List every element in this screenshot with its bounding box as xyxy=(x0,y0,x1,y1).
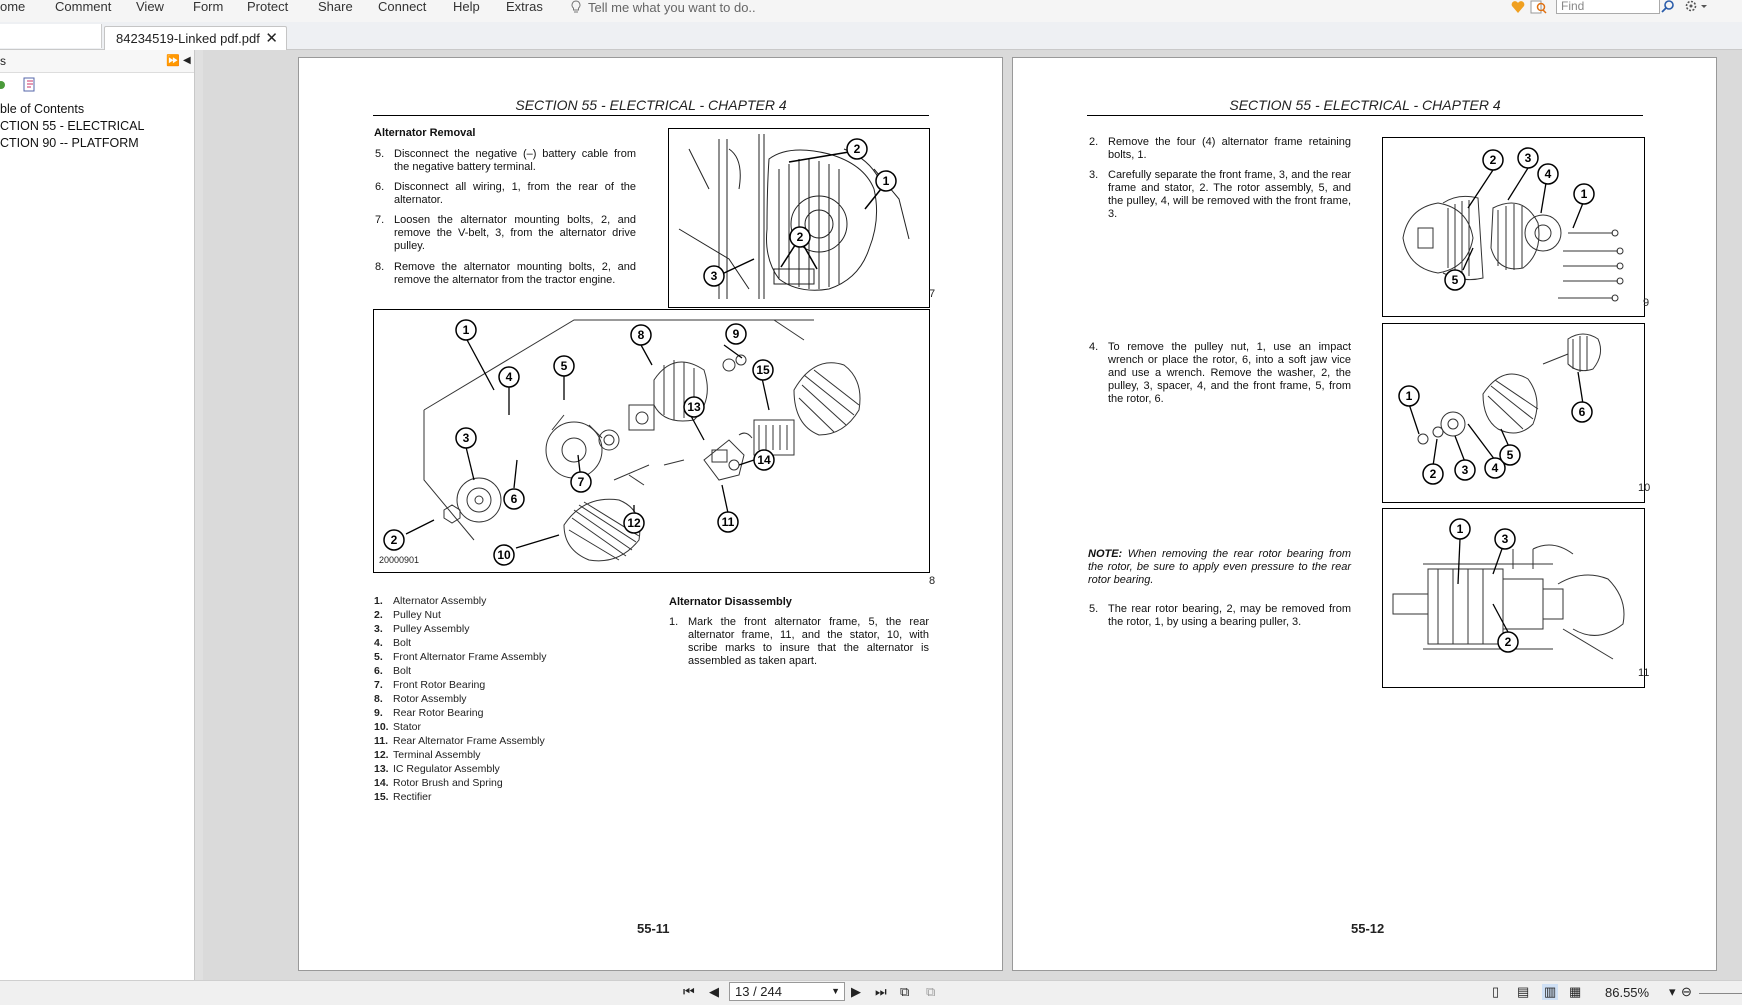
removal-heading: Alternator Removal xyxy=(374,127,476,139)
svg-text:4: 4 xyxy=(505,370,513,384)
svg-text:3: 3 xyxy=(1461,463,1469,477)
step-number: 3. xyxy=(1089,169,1099,181)
legend-item xyxy=(374,693,467,705)
bookmark-section-55[interactable]: CTION 55 - ELECTRICAL xyxy=(0,119,145,133)
svg-text:2: 2 xyxy=(390,533,398,547)
zoom-dropdown-icon[interactable]: ▾ xyxy=(1669,984,1676,999)
find-input[interactable] xyxy=(1556,0,1660,14)
menu-view[interactable]: View xyxy=(136,0,164,14)
step-number: 5. xyxy=(375,148,385,160)
legend-item xyxy=(374,791,432,803)
legend-text: Pulley Assembly xyxy=(393,623,470,635)
menu-share[interactable]: Share xyxy=(318,0,353,14)
heart-icon[interactable] xyxy=(1510,0,1526,14)
legend-item xyxy=(374,623,469,635)
bearing-puller-illustration xyxy=(1383,509,1644,687)
tell-me-box[interactable] xyxy=(570,0,756,15)
svg-text:2: 2 xyxy=(796,230,804,244)
legend-number: 13. xyxy=(374,763,389,775)
legend-number: 10. xyxy=(374,721,389,733)
status-bar xyxy=(0,980,1742,1005)
section-header: SECTION 55 - ELECTRICAL - CHAPTER 4 xyxy=(1087,97,1643,116)
gear-icon[interactable] xyxy=(1684,0,1708,14)
step-text: Disconnect all wiring, 1, from the rear of the alternator. xyxy=(394,181,636,206)
step xyxy=(669,616,929,668)
exploded-view-illustration xyxy=(374,310,929,572)
legend-number: 9. xyxy=(374,707,383,719)
expand-panel-icon[interactable]: ⏩ xyxy=(166,55,180,67)
step-text: To remove the pulley nut, 1, use an impact wrench or place the rotor, 6, into a soft jaw vice and use a wrench. Remove the washer, 2, the pulley, 3, spacer, 4, and the front frame, 5, from the rotor, 6. xyxy=(1108,341,1351,405)
step-number: 1. xyxy=(669,616,679,628)
svg-text:3: 3 xyxy=(1501,532,1509,546)
legend-text: IC Regulator Assembly xyxy=(393,763,500,775)
legend-text: Bolt xyxy=(393,665,412,677)
legend-number: 5. xyxy=(374,651,383,663)
menu-help[interactable]: Help xyxy=(453,0,480,14)
step-text: Disconnect the negative (–) battery cable from the negative battery terminal. xyxy=(394,148,636,173)
zoom-slider[interactable] xyxy=(1699,993,1742,994)
bookmarks-header xyxy=(0,50,194,73)
svg-text:4: 4 xyxy=(1491,461,1499,475)
step-text: Carefully separate the front frame, 3, and the rear frame and stator, 2. The rotor assembly, 5, and the pulley, 4, will be removed with the front frame, 3. xyxy=(1108,169,1351,220)
legend-item xyxy=(374,763,500,775)
legend-text: Stator xyxy=(393,721,422,733)
insert-page-icon[interactable]: ⧉ xyxy=(900,984,910,999)
search-icon[interactable] xyxy=(1661,0,1675,14)
bookmark-toc[interactable]: ble of Contents xyxy=(0,102,85,116)
svg-text:9: 9 xyxy=(732,327,740,341)
svg-text:11: 11 xyxy=(721,515,735,529)
legend-item xyxy=(374,721,421,733)
legend-item xyxy=(374,735,545,747)
zoom-level[interactable]: 86.55% xyxy=(1605,985,1650,1000)
legend-text: Rear Alternator Frame Assembly xyxy=(393,735,545,747)
menu-extras[interactable]: Extras xyxy=(506,0,543,14)
legend-item xyxy=(374,707,483,719)
menu-form[interactable]: Form xyxy=(193,0,224,14)
zoom-out-icon[interactable]: ⊖ xyxy=(1681,984,1692,999)
facing-view-icon[interactable]: ▥ xyxy=(1544,984,1557,999)
figure-number: 9 xyxy=(1643,297,1650,309)
svg-text:1: 1 xyxy=(462,323,470,337)
figure-11-bearing-puller xyxy=(1382,508,1645,688)
step xyxy=(375,181,636,207)
step-number: 7. xyxy=(375,214,385,226)
step-number: 8. xyxy=(375,261,385,273)
step-number: 2. xyxy=(1089,136,1099,148)
figure-code: 20000901 xyxy=(379,555,420,565)
find-placeholder: Find xyxy=(1561,0,1585,13)
prev-page-icon[interactable]: ◀ xyxy=(709,984,719,999)
note xyxy=(1088,548,1351,587)
figure-9-frame-separation xyxy=(1382,137,1645,317)
svg-text:3: 3 xyxy=(462,431,470,445)
svg-text:1: 1 xyxy=(1456,522,1464,536)
document-tab[interactable] xyxy=(104,26,287,50)
legend-text: Bolt xyxy=(393,637,412,649)
legend-text: Rear Rotor Bearing xyxy=(393,707,484,719)
legend-item xyxy=(374,651,546,663)
lightbulb-icon xyxy=(570,0,582,14)
step xyxy=(375,214,636,253)
figure-number: 7 xyxy=(929,288,936,300)
legend-item xyxy=(374,595,486,607)
legend-text: Terminal Assembly xyxy=(393,749,481,761)
svg-text:10: 10 xyxy=(497,548,511,562)
svg-text:15: 15 xyxy=(756,363,770,377)
svg-text:2: 2 xyxy=(853,142,861,156)
collapse-panel-icon[interactable]: ◀ xyxy=(183,55,191,66)
step xyxy=(1089,136,1351,162)
svg-text:1: 1 xyxy=(882,174,890,188)
note-text: When removing the rear rotor bearing from the rotor, be sure to apply even pressure to the rear rotor bearing. xyxy=(1088,548,1352,586)
legend-item xyxy=(374,777,503,789)
section-header: SECTION 55 - ELECTRICAL - CHAPTER 4 xyxy=(373,97,929,116)
svg-text:2: 2 xyxy=(1504,635,1512,649)
svg-text:7: 7 xyxy=(577,475,585,489)
legend-number: 8. xyxy=(374,693,383,705)
svg-text:1: 1 xyxy=(1405,389,1413,403)
svg-text:5: 5 xyxy=(1451,273,1459,287)
svg-text:2: 2 xyxy=(1489,153,1497,167)
bookmark-options-icon[interactable] xyxy=(22,77,38,93)
frame-separation-illustration xyxy=(1383,138,1644,316)
menu-comment[interactable]: Comment xyxy=(55,0,112,14)
next-page-icon[interactable]: ▶ xyxy=(851,984,861,999)
legend-text: Rotor Brush and Spring xyxy=(393,777,503,789)
tab-left-blank[interactable] xyxy=(0,24,102,48)
figure-number: 11 xyxy=(1638,667,1650,679)
step-number: 6. xyxy=(375,181,385,193)
step-text: Mark the front alternator frame, 5, the rear alternator frame, 11, and the stator, 10, with scribe marks to insure that the alternator is assembled as taken apart. xyxy=(688,616,929,667)
menu-protect[interactable]: Protect xyxy=(247,0,289,14)
tell-me-text: Tell me what you want to do.. xyxy=(588,0,756,15)
continuous-view-icon[interactable]: ▤ xyxy=(1517,984,1530,999)
menu-home[interactable]: ome xyxy=(0,0,26,14)
figure-number: 8 xyxy=(929,575,936,587)
step xyxy=(375,261,636,287)
legend-text: Alternator Assembly xyxy=(393,595,487,607)
legend-item xyxy=(374,749,481,761)
svg-text:6: 6 xyxy=(510,492,518,506)
last-page-icon[interactable]: ⏭ xyxy=(875,984,887,999)
bookmark-section-90[interactable]: CTION 90 -- PLATFORM xyxy=(0,136,139,150)
step-number: 5. xyxy=(1089,603,1099,615)
panel-splitter[interactable] xyxy=(195,50,203,980)
legend-item xyxy=(374,665,411,677)
svg-text:6: 6 xyxy=(1578,405,1586,419)
bookmarks-title: s xyxy=(0,54,6,68)
svg-text:14: 14 xyxy=(757,453,771,467)
step-number: 4. xyxy=(1089,341,1099,353)
legend-number: 7. xyxy=(374,679,383,691)
legend-text: Rectifier xyxy=(393,791,432,803)
single-page-view-icon[interactable]: ▯ xyxy=(1492,984,1500,999)
bookmarks-panel xyxy=(0,50,195,980)
note-label: NOTE: xyxy=(1088,548,1123,560)
legend-item xyxy=(374,609,441,621)
svg-text:3: 3 xyxy=(710,269,718,283)
svg-text:13: 13 xyxy=(687,400,701,414)
figure-number: 10 xyxy=(1638,482,1651,494)
pulley-removal-illustration xyxy=(1383,324,1644,502)
legend-text: Front Alternator Frame Assembly xyxy=(393,651,547,663)
legend-number: 4. xyxy=(374,637,383,649)
chevron-down-icon[interactable]: ▼ xyxy=(831,986,840,996)
page-55-12 xyxy=(1012,57,1717,971)
page-number: 55-11 xyxy=(637,921,670,936)
figure-8-exploded-alternator xyxy=(373,309,930,573)
step xyxy=(375,148,636,174)
svg-text:12: 12 xyxy=(627,516,641,530)
legend-text: Rotor Assembly xyxy=(393,693,467,705)
step xyxy=(1089,341,1351,406)
first-page-icon[interactable]: ⏮ xyxy=(683,984,695,999)
close-icon[interactable]: ✕ xyxy=(265,30,278,47)
legend-number: 3. xyxy=(374,623,383,635)
svg-text:5: 5 xyxy=(560,359,568,373)
legend-number: 2. xyxy=(374,609,383,621)
legend-text: Front Rotor Bearing xyxy=(393,679,486,691)
svg-text:5: 5 xyxy=(1506,448,1514,462)
legend-item xyxy=(374,637,411,649)
menu-bar xyxy=(0,0,1742,22)
figure-10-pulley-removal xyxy=(1382,323,1645,503)
page-55-11 xyxy=(298,57,1003,971)
page-number-field[interactable] xyxy=(729,982,845,1001)
expand-all-icon[interactable] xyxy=(0,78,8,92)
alternator-mounting-illustration xyxy=(669,129,929,307)
step-text: Remove the four (4) alternator frame retaining bolts, 1. xyxy=(1108,136,1351,161)
legend-number: 1. xyxy=(374,595,383,607)
svg-text:4: 4 xyxy=(1544,167,1552,181)
legend-number: 12. xyxy=(374,749,389,761)
legend-item xyxy=(374,679,485,691)
document-tab-label: 84234519-Linked pdf.pdf xyxy=(116,31,260,46)
step-text: Remove the alternator mounting bolts, 2, and remove the alternator from the tractor engine. xyxy=(394,261,636,286)
search-doc-icon[interactable] xyxy=(1530,0,1548,14)
step-text: The rear rotor bearing, 2, may be removed from the rotor, 1, by using a bearing puller, 3. xyxy=(1108,603,1351,628)
svg-text:3: 3 xyxy=(1524,151,1532,165)
step xyxy=(1089,169,1351,221)
continuous-facing-view-icon[interactable]: ▦ xyxy=(1569,984,1582,999)
legend-number: 6. xyxy=(374,665,383,677)
figure-7-engine-alternator xyxy=(668,128,930,308)
page-number-value: 13 / 244 xyxy=(735,984,782,999)
legend-number: 11. xyxy=(374,735,389,747)
legend-number: 15. xyxy=(374,791,389,803)
menu-connect[interactable]: Connect xyxy=(378,0,427,14)
svg-text:1: 1 xyxy=(1580,187,1588,201)
legend-number: 14. xyxy=(374,777,389,789)
svg-text:8: 8 xyxy=(637,328,645,342)
disassembly-heading: Alternator Disassembly xyxy=(669,596,792,608)
extract-page-icon[interactable]: ⧉ xyxy=(926,984,936,999)
legend-text: Pulley Nut xyxy=(393,609,441,621)
step xyxy=(1089,603,1351,629)
step-text: Loosen the alternator mounting bolts, 2, and remove the V-belt, 3, from the alternator drive pulley. xyxy=(394,214,636,252)
svg-text:2: 2 xyxy=(1429,467,1437,481)
page-number: 55-12 xyxy=(1351,921,1385,936)
